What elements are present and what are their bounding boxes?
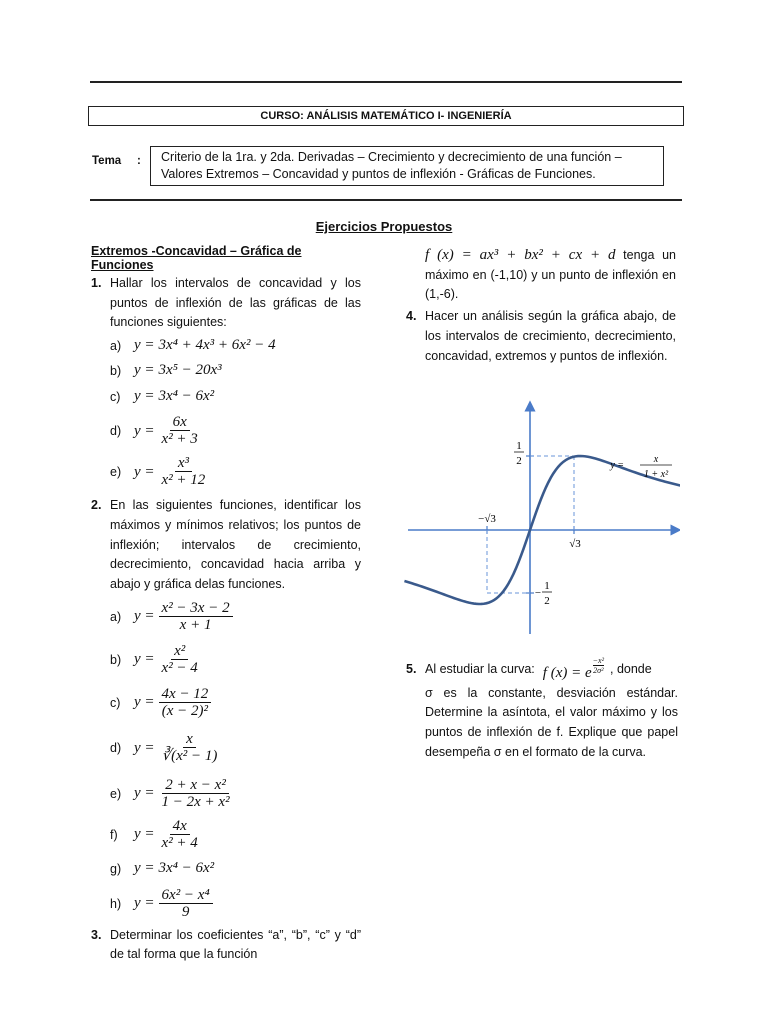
exercise-2-items bbox=[91, 595, 361, 924]
exercise-2-item-label: f) bbox=[110, 827, 118, 842]
exercise-2-item bbox=[110, 884, 361, 924]
exercise-2-item bbox=[110, 772, 361, 816]
exercise-1-number: 1. bbox=[91, 276, 102, 290]
fraction-numerator: 6x bbox=[170, 414, 190, 431]
tema-box bbox=[150, 146, 664, 186]
function-graph bbox=[400, 400, 680, 640]
exercise-3-number: 3. bbox=[91, 927, 102, 942]
exercise-1-equation bbox=[134, 388, 214, 405]
exercise-3-continued bbox=[406, 246, 676, 305]
equation-lhs: y = bbox=[134, 651, 155, 668]
exercise-5 bbox=[406, 656, 678, 763]
y-tick-bottom-sign: − bbox=[534, 587, 542, 599]
exercise-2-item-label: e) bbox=[110, 786, 122, 801]
exercise-2-equation bbox=[134, 731, 220, 765]
exercise-2-item bbox=[110, 595, 361, 639]
exercise-2-item bbox=[110, 854, 361, 884]
equation-lhs: y = bbox=[134, 860, 155, 877]
exercise-1-item-label: e) bbox=[110, 465, 122, 480]
curve-label-lhs: y = bbox=[610, 460, 624, 471]
fraction-denominator: x² + 4 bbox=[161, 834, 198, 851]
exercise-2-number: 2. bbox=[91, 498, 102, 513]
fraction-denominator: x + 1 bbox=[179, 616, 212, 633]
exercise-3 bbox=[91, 926, 361, 965]
y-tick-bottom-den: 2 bbox=[544, 595, 550, 607]
fraction-numerator: 4x bbox=[170, 818, 190, 835]
exercise-2-equation bbox=[134, 686, 211, 720]
exercise-1-text: Hallar los intervalos de concavidad y los puntos de inflexión de las gráficas de las funciones siguientes: bbox=[110, 276, 361, 330]
exercise-2-equation bbox=[134, 643, 201, 677]
exercise-1-equation bbox=[134, 337, 276, 354]
fraction-numerator: 4x − 12 bbox=[159, 686, 212, 703]
equation-lhs: y = bbox=[134, 422, 155, 439]
equation-fraction bbox=[159, 686, 212, 720]
equation-fraction bbox=[159, 600, 233, 634]
exercise-1-items bbox=[91, 333, 361, 492]
x-tick-right-label: √3 bbox=[569, 538, 581, 550]
fraction-numerator: 6x² − x⁴ bbox=[159, 887, 213, 904]
exercise-1-item-label: c) bbox=[110, 389, 121, 404]
exercise-2-item bbox=[110, 725, 361, 772]
equation-fraction bbox=[159, 818, 201, 852]
exercise-2-item bbox=[110, 816, 361, 854]
exercise-4-number: 4. bbox=[406, 309, 417, 324]
equation-fraction bbox=[159, 777, 233, 811]
exercise-5-exponent-num: −x² bbox=[592, 656, 604, 665]
exercise-5-formula-lhs: f (x) = e bbox=[542, 665, 592, 681]
tema-line-1: Criterio de la 1ra. y 2da. Derivadas – Crecimiento y decrecimiento de una función – bbox=[161, 150, 622, 164]
exercise-5-formula bbox=[543, 656, 604, 684]
exercise-2-item-label: b) bbox=[110, 652, 122, 667]
tema-line-2: Valores Extremos – Concavidad y puntos de inflexión - Gráficas de Funciones. bbox=[161, 167, 596, 181]
fraction-denominator: 9 bbox=[181, 903, 190, 920]
y-tick-top-den: 2 bbox=[516, 455, 522, 467]
exercise-1-item-label: b) bbox=[110, 363, 122, 378]
exercise-2 bbox=[91, 496, 361, 595]
equation-lhs: y = bbox=[134, 785, 155, 802]
exercise-2-item bbox=[110, 681, 361, 725]
exercise-1-equation bbox=[134, 455, 208, 489]
exercise-2-item bbox=[110, 639, 361, 681]
equation-expression: 3x⁴ − 6x² bbox=[158, 388, 215, 405]
exercise-1-item bbox=[110, 410, 361, 452]
exercise-3-text: Determinar los coeficientes “a”, “b”, “c” y “d” de tal forma que la función bbox=[110, 927, 361, 962]
exercise-1 bbox=[91, 274, 361, 333]
exercise-3-formula: f (x) = ax³ + bx² + cx + d bbox=[425, 247, 616, 263]
tema-label: Tema bbox=[92, 155, 122, 167]
right-column bbox=[406, 246, 676, 366]
fraction-numerator: x³ bbox=[175, 455, 192, 472]
top-rule bbox=[90, 81, 682, 83]
fraction-denominator: x² + 3 bbox=[161, 431, 198, 448]
fraction-denominator: ∛(x² − 1) bbox=[161, 748, 218, 765]
exercise-5-text-pre: Al estudiar la curva: bbox=[425, 662, 535, 676]
fraction-denominator: x² + 12 bbox=[161, 472, 206, 489]
equation-lhs: y = bbox=[134, 694, 155, 711]
exercise-5-first-line bbox=[406, 656, 678, 684]
curve-label-den: 1 + x² bbox=[643, 469, 669, 480]
exercise-5-number: 5. bbox=[406, 662, 417, 676]
equation-lhs: y = bbox=[134, 463, 155, 480]
equation-expression: 3x⁴ − 6x² bbox=[158, 860, 215, 877]
equation-expression: 3x⁴ + 4x³ + 6x² − 4 bbox=[158, 337, 276, 354]
equation-lhs: y = bbox=[134, 826, 155, 843]
exercise-1-item bbox=[110, 383, 361, 410]
equation-lhs: y = bbox=[134, 608, 155, 625]
equation-fraction bbox=[159, 731, 221, 765]
header-bottom-rule bbox=[90, 199, 682, 201]
exercise-5-exponent-den: 2σ² bbox=[593, 666, 604, 675]
fraction-denominator: x² − 4 bbox=[161, 659, 198, 676]
exercise-4-text: Hacer un análisis según la gráfica abajo, de los intervalos de crecimiento, decrecimiento, concavidad, extremos y puntos de inflexión. bbox=[425, 309, 676, 363]
fraction-numerator: x² − 3x − 2 bbox=[159, 600, 233, 617]
fraction-denominator: 1 − 2x + x² bbox=[161, 793, 230, 810]
exercise-2-equation bbox=[134, 818, 201, 852]
exercise-2-item-label: h) bbox=[110, 896, 122, 911]
exercise-1-item-label: d) bbox=[110, 424, 122, 439]
equation-expression: 3x⁵ − 20x³ bbox=[158, 362, 222, 379]
exercise-2-text: En las siguientes funciones, identificar los máximos y mínimos relativos; los puntos de inflexión; intervalos de crecimiento, decrecimiento, concavidad hacia arriba y abajo y gráfica delas funciones. bbox=[110, 498, 361, 591]
equation-lhs: y = bbox=[134, 739, 155, 756]
exercise-1-equation bbox=[134, 362, 222, 379]
exercise-1-item bbox=[110, 358, 361, 383]
exercise-1-item bbox=[110, 333, 361, 358]
left-column bbox=[91, 244, 361, 965]
exercise-2-equation bbox=[134, 860, 214, 877]
exercise-2-item-label: a) bbox=[110, 609, 122, 624]
exercise-4 bbox=[406, 307, 676, 366]
exercise-1-equation bbox=[134, 414, 201, 448]
equation-fraction bbox=[159, 414, 201, 448]
exercise-2-item-label: d) bbox=[110, 741, 122, 756]
equation-lhs: y = bbox=[134, 337, 155, 354]
fraction-denominator: (x − 2)² bbox=[161, 702, 209, 719]
exercise-2-equation bbox=[134, 777, 233, 811]
exercise-2-equation bbox=[134, 600, 233, 634]
exercise-2-item-label: c) bbox=[110, 695, 121, 710]
tema-colon: : bbox=[137, 155, 141, 167]
equation-lhs: y = bbox=[134, 388, 155, 405]
exercise-5-text: σ es la constante, desviación estándar. Determine la asíntota, el valor máximo y los puntos de inflexión de f. Explique que papel desempeña σ en el formato de la curva. bbox=[425, 685, 678, 759]
exercise-1-item-label: a) bbox=[110, 338, 122, 353]
exercise-3-text-2: tenga un máximo en (-1,10) y un punto de inflexión en (1,-6). bbox=[425, 248, 676, 302]
exercise-5-text-post: , donde bbox=[610, 662, 652, 676]
course-title: CURSO: ANÁLISIS MATEMÁTICO I- INGENIERÍA bbox=[88, 106, 684, 126]
equation-fraction bbox=[159, 887, 213, 921]
exercise-1-item bbox=[110, 452, 361, 492]
exercise-2-item-label: g) bbox=[110, 861, 122, 876]
x-tick-left-label: −√3 bbox=[478, 513, 496, 525]
section-heading: Extremos -Concavidad – Gráfica de Funciones bbox=[91, 244, 302, 272]
page-title: Ejercicios Propuestos bbox=[315, 219, 453, 234]
y-tick-bottom-num: 1 bbox=[544, 580, 550, 592]
fraction-numerator: x bbox=[183, 731, 196, 748]
exercise-5-exponent bbox=[593, 656, 604, 675]
exercise-2-equation bbox=[134, 887, 213, 921]
fraction-numerator: 2 + x − x² bbox=[162, 777, 229, 794]
equation-lhs: y = bbox=[134, 895, 155, 912]
equation-lhs: y = bbox=[134, 362, 155, 379]
curve-label-num: x bbox=[653, 454, 659, 465]
equation-fraction bbox=[159, 643, 201, 677]
fraction-numerator: x² bbox=[171, 643, 188, 660]
equation-fraction bbox=[159, 455, 209, 489]
y-tick-top-num: 1 bbox=[516, 440, 522, 452]
